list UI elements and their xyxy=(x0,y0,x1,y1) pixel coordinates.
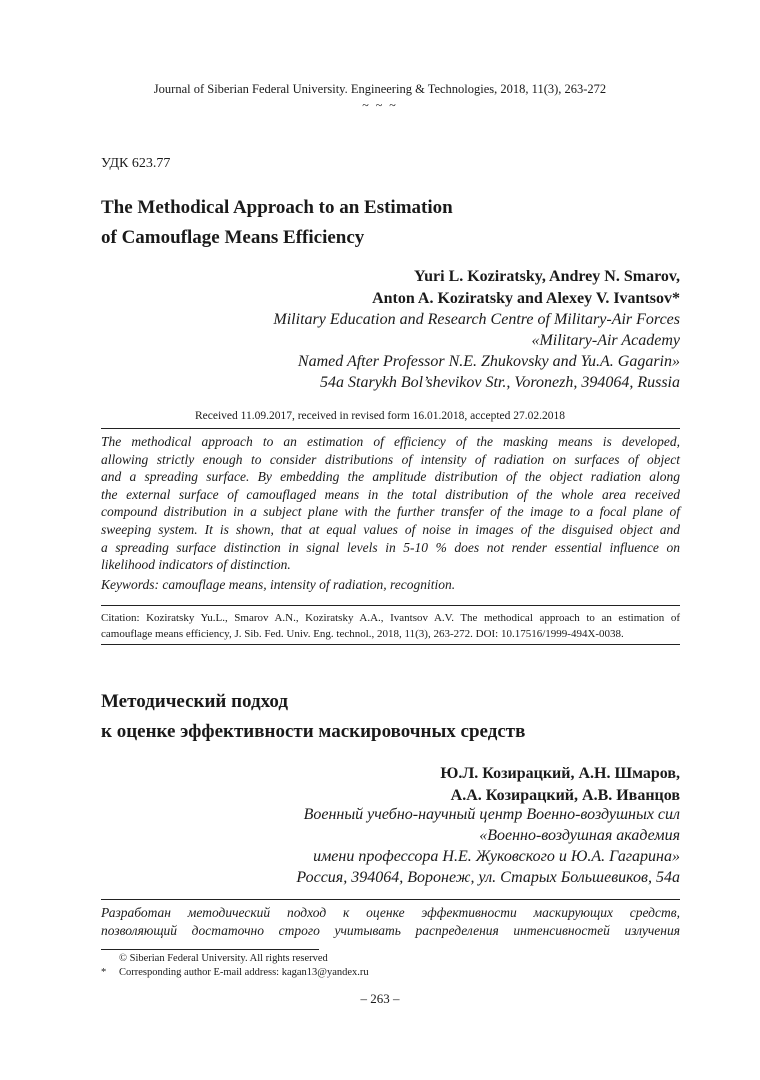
abstract-en-line: allowing strictly enough to consider distributions of intensity of radiation on surfaces of object xyxy=(101,451,680,467)
affiliation-en-line: «Military-Air Academy xyxy=(531,332,680,349)
authors-en xyxy=(372,266,680,310)
affiliation-ru-line: имени профессора Н.Е. Жуковского и Ю.А. Гагарина» xyxy=(313,848,680,865)
affiliation-ru-line: Военный учебно-научный центр Военно-воздушных сил xyxy=(303,806,680,823)
abstract-ru-line: позволяющий достаточно строго учитывать распределения интенсивностей излучения xyxy=(101,922,680,938)
affiliation-ru-line: Россия, 394064, Воронеж, ул. Старых Большевиков, 54а xyxy=(296,869,680,886)
header-ornament: ~ ~ ~ xyxy=(362,98,398,112)
affiliation-ru-line: «Военно-воздушная академия xyxy=(479,827,680,844)
abstract-en-line: the external surface of camouflaged means in the total distribution of the whole area received xyxy=(101,486,680,502)
affiliation-en-line: 54a Starykh Bol’shevikov Str., Voronezh, 394064, Russia xyxy=(320,374,680,391)
abstract-en xyxy=(101,433,680,574)
abstract-ru-top-rule xyxy=(101,899,680,900)
abstract-en-line: likelihood indicators of distinction. xyxy=(101,557,291,573)
title-ru xyxy=(101,687,525,747)
affiliation-en-line: Military Education and Research Centre of Military-Air Forces xyxy=(273,311,680,328)
authors-ru-line: А.А. Козирацкий, А.В. Иванцов xyxy=(450,787,680,804)
abstract-top-rule xyxy=(101,428,680,429)
abstract-en-line: and a spreading surface. By embedding the amplitude distribution of the object radiation along xyxy=(101,469,680,485)
abstract-en-line: a spreading surface distinction in signal levels in 5-10 % does not render essential influence on xyxy=(101,539,680,555)
footnote-copyright xyxy=(101,952,328,965)
footnote-mark: * xyxy=(101,967,107,978)
title-en xyxy=(101,193,453,253)
footnote-corresponding xyxy=(101,966,369,979)
abstract-ru xyxy=(101,904,680,939)
footnote-copyright-text: © Siberian Federal University. All rights reserved xyxy=(119,953,328,964)
title-ru-line: к оценке эффективности маскировочных средств xyxy=(101,721,526,742)
citation-bottom-rule xyxy=(101,644,680,645)
received-dates: Received 11.09.2017, received in revised form 16.01.2018, accepted 27.02.2018 xyxy=(194,410,566,422)
citation-top-rule xyxy=(101,605,680,606)
journal-header: Journal of Siberian Federal University. Engineering & Technologies, 2018, 11(3), 263-272 xyxy=(153,82,607,96)
title-ru-line: Методический подход xyxy=(101,691,288,712)
affiliation-en xyxy=(273,309,680,393)
keywords-en: Keywords: camouflage means, intensity of radiation, recognition. xyxy=(101,577,456,592)
footnote-corresponding-text: Corresponding author E-mail address: kagan13@yandex.ru xyxy=(119,967,369,978)
authors-en-line: Anton A. Koziratsky and Alexey V. Ivantsov* xyxy=(372,290,680,307)
citation xyxy=(101,611,680,642)
footnote-rule xyxy=(101,949,319,950)
authors-en-line: Yuri L. Koziratsky, Andrey N. Smarov, xyxy=(414,268,680,285)
abstract-ru-line: Разработан методический подход к оценке эффективности маскирующих средств, xyxy=(101,905,680,920)
affiliation-en-line: Named After Professor N.E. Zhukovsky and Yu.A. Gagarin» xyxy=(297,353,680,370)
page-number: – 263 – xyxy=(360,991,400,1006)
title-en-line: of Camouflage Means Efficiency xyxy=(101,227,365,248)
citation-line: camouflage means efficiency, J. Sib. Fed. Univ. Eng. technol., 2018, 11(3), 263-272. DOI: 10.17516/1999-494X-0038. xyxy=(101,627,624,640)
abstract-en-line: sweeping system. It is shown, that at equal values of noise in images of the disguised object and xyxy=(101,521,680,537)
authors-ru-line: Ю.Л. Козирацкий, А.Н. Шмаров, xyxy=(440,765,680,782)
abstract-en-line: compound distribution in a subject plane with the further transfer of the image to a focal plane of xyxy=(101,504,680,520)
authors-ru xyxy=(440,763,680,807)
udk-code: УДК 623.77 xyxy=(101,156,171,171)
affiliation-ru xyxy=(296,804,680,888)
abstract-en-line: The methodical approach to an estimation of efficiency of the masking means is developed, xyxy=(101,434,680,449)
title-en-line: The Methodical Approach to an Estimation xyxy=(101,197,453,218)
citation-line: Citation: Koziratsky Yu.L., Smarov A.N., Koziratsky A.A., Ivantsov A.V. The methodical approach to an estimation of xyxy=(101,612,680,624)
